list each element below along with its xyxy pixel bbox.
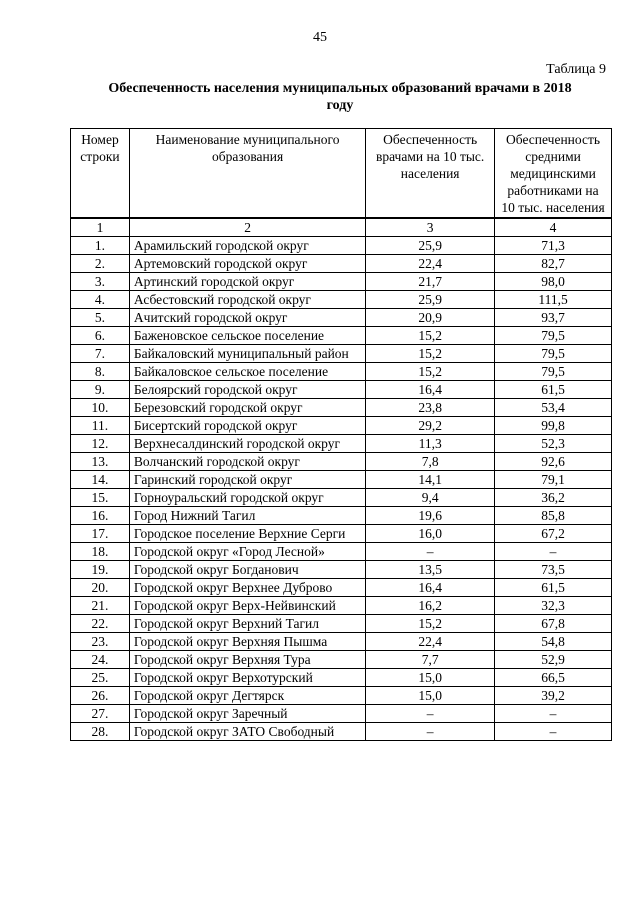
row-number: 9. bbox=[71, 381, 130, 399]
row-number: 28. bbox=[71, 723, 130, 741]
municipality-name: Городской округ Заречный bbox=[129, 705, 365, 723]
doctors-value: – bbox=[366, 723, 495, 741]
doctors-value: 16,4 bbox=[366, 579, 495, 597]
municipality-name: Городской округ Богданович bbox=[129, 561, 365, 579]
municipality-name: Городской округ Верхняя Тура bbox=[129, 651, 365, 669]
nurses-value: – bbox=[495, 723, 612, 741]
column-numbers-row bbox=[71, 218, 612, 237]
municipality-name: Городской округ Верхнее Дуброво bbox=[129, 579, 365, 597]
header-nurses-per-10k: Обеспеченность средними медицинскими работниками на 10 тыс. населения bbox=[495, 129, 612, 219]
row-number: 3. bbox=[71, 273, 130, 291]
nurses-value: 111,5 bbox=[495, 291, 612, 309]
row-number: 26. bbox=[71, 687, 130, 705]
header-row bbox=[71, 129, 612, 219]
doctors-value: 22,4 bbox=[366, 633, 495, 651]
municipality-name: Городской округ «Город Лесной» bbox=[129, 543, 365, 561]
row-number: 5. bbox=[71, 309, 130, 327]
municipality-name: Волчанский городской округ bbox=[129, 453, 365, 471]
nurses-value: 79,5 bbox=[495, 363, 612, 381]
row-number: 25. bbox=[71, 669, 130, 687]
table-row bbox=[71, 525, 612, 543]
row-number: 4. bbox=[71, 291, 130, 309]
table-row bbox=[71, 453, 612, 471]
nurses-value: – bbox=[495, 543, 612, 561]
table-row bbox=[71, 543, 612, 561]
table-title: Обеспеченность населения муниципальных образований врачами в 2018 году bbox=[108, 81, 572, 113]
table-row bbox=[71, 309, 612, 327]
nurses-value: 54,8 bbox=[495, 633, 612, 651]
row-number: 17. bbox=[71, 525, 130, 543]
nurses-value: 92,6 bbox=[495, 453, 612, 471]
row-number: 7. bbox=[71, 345, 130, 363]
table-row bbox=[71, 273, 612, 291]
nurses-value: 61,5 bbox=[495, 381, 612, 399]
column-number: 1 bbox=[71, 218, 130, 237]
row-number: 12. bbox=[71, 435, 130, 453]
table-row bbox=[71, 561, 612, 579]
municipality-name: Артинский городской округ bbox=[129, 273, 365, 291]
doctors-value: 7,7 bbox=[366, 651, 495, 669]
table-label: Таблица 9 bbox=[546, 62, 606, 77]
row-number: 2. bbox=[71, 255, 130, 273]
table-row bbox=[71, 615, 612, 633]
header-doctors-per-10k: Обеспеченность врачами на 10 тыс. населения bbox=[366, 129, 495, 219]
municipality-name: Городской округ ЗАТО Свободный bbox=[129, 723, 365, 741]
column-number: 4 bbox=[495, 218, 612, 237]
municipality-name: Город Нижний Тагил bbox=[129, 507, 365, 525]
row-number: 19. bbox=[71, 561, 130, 579]
table-row bbox=[71, 723, 612, 741]
municipality-name: Городское поселение Верхние Серги bbox=[129, 525, 365, 543]
row-number: 22. bbox=[71, 615, 130, 633]
municipality-name: Байкаловское сельское поселение bbox=[129, 363, 365, 381]
row-number: 14. bbox=[71, 471, 130, 489]
nurses-value: 39,2 bbox=[495, 687, 612, 705]
doctors-value: 23,8 bbox=[366, 399, 495, 417]
doctors-value: 19,6 bbox=[366, 507, 495, 525]
nurses-value: 71,3 bbox=[495, 237, 612, 255]
table-row bbox=[71, 345, 612, 363]
doctors-value: 11,3 bbox=[366, 435, 495, 453]
table-row bbox=[71, 435, 612, 453]
doctors-value: 25,9 bbox=[366, 291, 495, 309]
nurses-value: 99,8 bbox=[495, 417, 612, 435]
table-row bbox=[71, 399, 612, 417]
municipality-name: Белоярский городской округ bbox=[129, 381, 365, 399]
nurses-value: 32,3 bbox=[495, 597, 612, 615]
nurses-value: 36,2 bbox=[495, 489, 612, 507]
doctors-value: 9,4 bbox=[366, 489, 495, 507]
column-number: 2 bbox=[129, 218, 365, 237]
municipality-name: Березовский городской округ bbox=[129, 399, 365, 417]
column-number: 3 bbox=[366, 218, 495, 237]
header-municipality-name: Наименование муниципального образования bbox=[129, 129, 365, 219]
doctors-value: 15,2 bbox=[366, 363, 495, 381]
row-number: 11. bbox=[71, 417, 130, 435]
table-row bbox=[71, 237, 612, 255]
doctors-value: – bbox=[366, 543, 495, 561]
row-number: 16. bbox=[71, 507, 130, 525]
municipality-name: Городской округ Верхняя Пышма bbox=[129, 633, 365, 651]
municipality-name: Городской округ Верхний Тагил bbox=[129, 615, 365, 633]
municipality-name: Городской округ Дегтярск bbox=[129, 687, 365, 705]
doctors-value: 16,2 bbox=[366, 597, 495, 615]
row-number: 24. bbox=[71, 651, 130, 669]
doctors-value: 25,9 bbox=[366, 237, 495, 255]
nurses-value: 82,7 bbox=[495, 255, 612, 273]
table-row bbox=[71, 507, 612, 525]
table-row bbox=[71, 417, 612, 435]
row-number: 1. bbox=[71, 237, 130, 255]
nurses-value: 98,0 bbox=[495, 273, 612, 291]
page-number: 45 bbox=[313, 30, 327, 45]
row-number: 20. bbox=[71, 579, 130, 597]
nurses-value: 67,8 bbox=[495, 615, 612, 633]
table-row bbox=[71, 579, 612, 597]
table-row bbox=[71, 669, 612, 687]
row-number: 23. bbox=[71, 633, 130, 651]
nurses-value: 79,5 bbox=[495, 345, 612, 363]
table-row bbox=[71, 651, 612, 669]
nurses-value: 67,2 bbox=[495, 525, 612, 543]
doctors-value: 21,7 bbox=[366, 273, 495, 291]
municipality-name: Городской округ Верхотурский bbox=[129, 669, 365, 687]
municipality-name: Арамильский городской округ bbox=[129, 237, 365, 255]
nurses-value: – bbox=[495, 705, 612, 723]
nurses-value: 79,5 bbox=[495, 327, 612, 345]
nurses-value: 85,8 bbox=[495, 507, 612, 525]
municipality-name: Городской округ Верх-Нейвинский bbox=[129, 597, 365, 615]
doctors-value: 7,8 bbox=[366, 453, 495, 471]
nurses-value: 52,3 bbox=[495, 435, 612, 453]
table-row bbox=[71, 705, 612, 723]
row-number: 15. bbox=[71, 489, 130, 507]
doctors-value: 15,2 bbox=[366, 615, 495, 633]
nurses-value: 93,7 bbox=[495, 309, 612, 327]
table-row bbox=[71, 255, 612, 273]
row-number: 13. bbox=[71, 453, 130, 471]
municipality-name: Баженовское сельское поселение bbox=[129, 327, 365, 345]
municipality-name: Верхнесалдинский городской округ bbox=[129, 435, 365, 453]
municipality-name: Гаринский городской округ bbox=[129, 471, 365, 489]
doctors-value: 15,2 bbox=[366, 345, 495, 363]
table-row bbox=[71, 363, 612, 381]
doctors-value: 15,2 bbox=[366, 327, 495, 345]
municipality-name: Асбестовский городской округ bbox=[129, 291, 365, 309]
nurses-value: 79,1 bbox=[495, 471, 612, 489]
doctors-value: 29,2 bbox=[366, 417, 495, 435]
doctors-value: 15,0 bbox=[366, 687, 495, 705]
municipality-name: Горноуральский городской округ bbox=[129, 489, 365, 507]
nurses-value: 73,5 bbox=[495, 561, 612, 579]
municipality-name: Бисертский городской округ bbox=[129, 417, 365, 435]
doctors-value: 16,0 bbox=[366, 525, 495, 543]
nurses-value: 61,5 bbox=[495, 579, 612, 597]
nurses-value: 53,4 bbox=[495, 399, 612, 417]
row-number: 10. bbox=[71, 399, 130, 417]
table-row bbox=[71, 291, 612, 309]
doctors-value: – bbox=[366, 705, 495, 723]
table-row bbox=[71, 489, 612, 507]
municipality-name: Артемовский городской округ bbox=[129, 255, 365, 273]
doctors-value: 20,9 bbox=[366, 309, 495, 327]
nurses-value: 66,5 bbox=[495, 669, 612, 687]
table-row bbox=[71, 327, 612, 345]
doctors-value: 13,5 bbox=[366, 561, 495, 579]
doctors-value: 14,1 bbox=[366, 471, 495, 489]
table-row bbox=[71, 381, 612, 399]
table-row bbox=[71, 597, 612, 615]
row-number: 6. bbox=[71, 327, 130, 345]
row-number: 18. bbox=[71, 543, 130, 561]
provision-table bbox=[70, 128, 612, 741]
row-number: 21. bbox=[71, 597, 130, 615]
row-number: 8. bbox=[71, 363, 130, 381]
doctors-value: 22,4 bbox=[366, 255, 495, 273]
header-row-number: Номер строки bbox=[71, 129, 130, 219]
municipality-name: Байкаловский муниципальный район bbox=[129, 345, 365, 363]
row-number: 27. bbox=[71, 705, 130, 723]
municipality-name: Ачитский городской округ bbox=[129, 309, 365, 327]
table-row bbox=[71, 633, 612, 651]
doctors-value: 15,0 bbox=[366, 669, 495, 687]
doctors-value: 16,4 bbox=[366, 381, 495, 399]
nurses-value: 52,9 bbox=[495, 651, 612, 669]
table-row bbox=[71, 471, 612, 489]
table-row bbox=[71, 687, 612, 705]
